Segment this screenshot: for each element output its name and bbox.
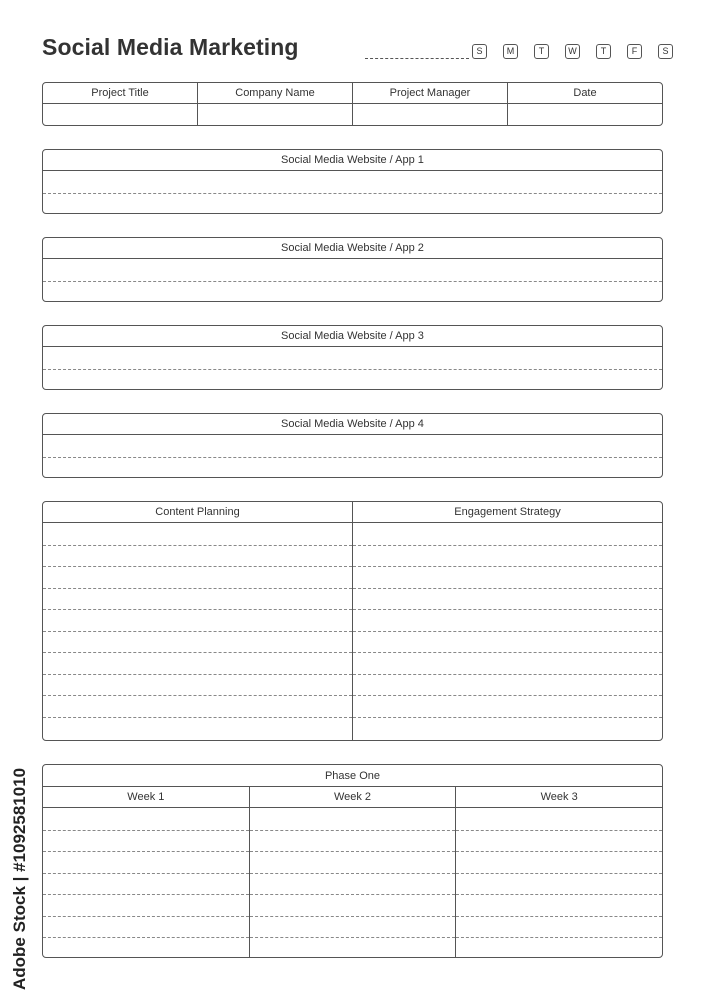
- week-2-line[interactable]: [250, 830, 456, 852]
- week-1-column: [43, 787, 249, 957]
- week-2-line[interactable]: [250, 808, 456, 830]
- engagement-strategy-line[interactable]: [353, 545, 662, 567]
- content-planning-line[interactable]: [43, 695, 352, 717]
- engagement-strategy-line[interactable]: [353, 674, 662, 696]
- week-1-line[interactable]: [43, 894, 249, 916]
- social-media-app-2-section: [42, 237, 663, 302]
- week-1-line[interactable]: [43, 937, 249, 958]
- content-planning-header: Content Planning: [43, 502, 352, 523]
- weekday-box-tuesday[interactable]: T: [534, 44, 549, 59]
- engagement-strategy-column: [352, 502, 662, 740]
- date-header: Date: [508, 83, 662, 104]
- content-planning-line[interactable]: [43, 545, 352, 567]
- week-1-line[interactable]: [43, 873, 249, 895]
- social-media-app-1-line[interactable]: [43, 171, 662, 193]
- week-3-line[interactable]: [456, 851, 662, 873]
- content-planning-line[interactable]: [43, 631, 352, 653]
- weekday-box-thursday[interactable]: T: [596, 44, 611, 59]
- week-1-line[interactable]: [43, 830, 249, 852]
- weekday-box-monday[interactable]: M: [503, 44, 518, 59]
- content-planning-line[interactable]: [43, 674, 352, 696]
- date-column: [507, 83, 662, 125]
- social-media-app-3-line[interactable]: [43, 347, 662, 369]
- engagement-strategy-line[interactable]: [353, 631, 662, 653]
- weekday-box-wednesday[interactable]: W: [565, 44, 580, 59]
- content-planning-line[interactable]: [43, 652, 352, 674]
- social-media-app-3-header: Social Media Website / App 3: [43, 326, 662, 347]
- engagement-strategy-line[interactable]: [353, 717, 662, 739]
- weekday-box-saturday[interactable]: S: [658, 44, 673, 59]
- social-media-app-1-header: Social Media Website / App 1: [43, 150, 662, 171]
- date-field[interactable]: [508, 104, 662, 125]
- project-manager-column: [352, 83, 507, 125]
- page-title: Social Media Marketing: [42, 34, 299, 60]
- content-planning-column: [43, 502, 352, 740]
- week-3-line[interactable]: [456, 937, 662, 958]
- social-media-app-4-line[interactable]: [43, 457, 662, 479]
- content-planning-line[interactable]: [43, 566, 352, 588]
- engagement-strategy-line[interactable]: [353, 609, 662, 631]
- social-media-app-2-line[interactable]: [43, 281, 662, 303]
- stock-watermark: Adobe Stock | #1092581010: [10, 767, 29, 990]
- engagement-strategy-line[interactable]: [353, 588, 662, 610]
- company-name-field[interactable]: [198, 104, 352, 125]
- week-1-line[interactable]: [43, 808, 249, 830]
- project-manager-header: Project Manager: [353, 83, 507, 104]
- week-3-line[interactable]: [456, 916, 662, 938]
- week-2-line[interactable]: [250, 873, 456, 895]
- week-1-line[interactable]: [43, 851, 249, 873]
- project-manager-field[interactable]: [353, 104, 507, 125]
- date-write-line[interactable]: [365, 58, 469, 59]
- social-media-app-2-header: Social Media Website / App 2: [43, 238, 662, 259]
- content-planning-line[interactable]: [43, 609, 352, 631]
- engagement-strategy-line[interactable]: [353, 566, 662, 588]
- week-1-header: Week 1: [43, 787, 249, 808]
- project-title-column: [43, 83, 197, 125]
- engagement-strategy-line[interactable]: [353, 695, 662, 717]
- project-info-table: [42, 82, 663, 126]
- project-title-field[interactable]: [43, 104, 197, 125]
- week-2-line[interactable]: [250, 851, 456, 873]
- social-media-app-3-section: [42, 325, 663, 390]
- content-planning-line[interactable]: [43, 588, 352, 610]
- week-1-line[interactable]: [43, 916, 249, 938]
- week-3-line[interactable]: [456, 808, 662, 830]
- social-media-app-1-section: [42, 149, 663, 214]
- week-2-line[interactable]: [250, 894, 456, 916]
- social-media-app-3-line[interactable]: [43, 369, 662, 391]
- social-media-app-1-line[interactable]: [43, 193, 662, 215]
- phase-one-header: Phase One: [43, 765, 662, 787]
- project-title-header: Project Title: [43, 83, 197, 104]
- week-3-line[interactable]: [456, 830, 662, 852]
- engagement-strategy-line[interactable]: [353, 523, 662, 545]
- social-media-app-2-line[interactable]: [43, 259, 662, 281]
- week-3-header: Week 3: [456, 787, 662, 808]
- social-media-app-4-section: [42, 413, 663, 478]
- weekday-box-sunday[interactable]: S: [472, 44, 487, 59]
- company-name-header: Company Name: [198, 83, 352, 104]
- content-planning-line[interactable]: [43, 523, 352, 545]
- content-planning-line[interactable]: [43, 717, 352, 739]
- company-name-column: [197, 83, 352, 125]
- week-3-column: [455, 787, 662, 957]
- week-3-line[interactable]: [456, 894, 662, 916]
- engagement-strategy-header: Engagement Strategy: [353, 502, 662, 523]
- social-media-app-4-line[interactable]: [43, 435, 662, 457]
- week-3-line[interactable]: [456, 873, 662, 895]
- weekday-selector: [472, 44, 673, 59]
- engagement-strategy-line[interactable]: [353, 652, 662, 674]
- week-2-line[interactable]: [250, 937, 456, 958]
- social-media-app-4-header: Social Media Website / App 4: [43, 414, 662, 435]
- week-2-header: Week 2: [250, 787, 456, 808]
- weekday-box-friday[interactable]: F: [627, 44, 642, 59]
- week-2-column: [249, 787, 456, 957]
- planning-strategy-table: [42, 501, 663, 741]
- phase-one-table: [42, 764, 663, 958]
- week-2-line[interactable]: [250, 916, 456, 938]
